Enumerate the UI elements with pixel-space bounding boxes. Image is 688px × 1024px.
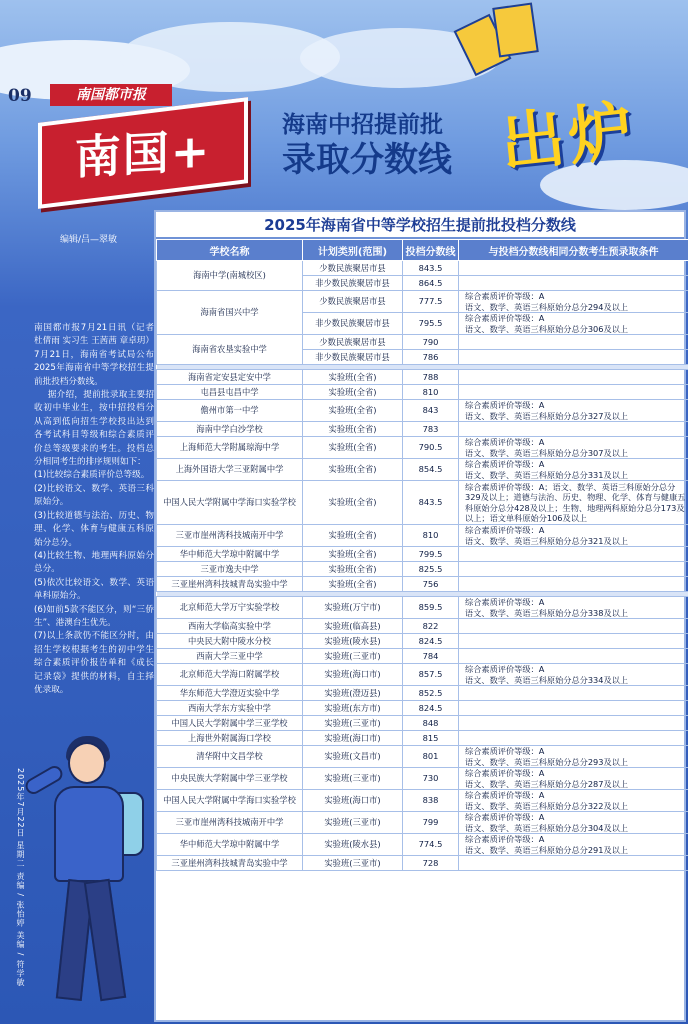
cell-condition: 综合素质评价等级：A 语文、数学、英语三科原始分总分331及以上 bbox=[459, 459, 688, 481]
table-row bbox=[157, 459, 688, 481]
cell-condition bbox=[459, 856, 688, 871]
cell-condition: 综合素质评价等级：A 语文、数学、英语三科原始分总分294及以上 bbox=[459, 291, 688, 313]
cell-school: 清华附中文昌学校 bbox=[157, 746, 303, 768]
cell-condition: 综合素质评价等级：A 语文、数学、英语三科原始分总分307及以上 bbox=[459, 437, 688, 459]
cell-school: 中国人民大学附属中学海口实验学校 bbox=[157, 790, 303, 812]
table-row bbox=[157, 400, 688, 422]
cell-condition bbox=[459, 701, 688, 716]
cell-condition: 综合素质评价等级：A 语文、数学、英语三科原始分总分287及以上 bbox=[459, 768, 688, 790]
cell-score: 843 bbox=[403, 400, 459, 422]
cell-school: 中央民大附中陵水分校 bbox=[157, 634, 303, 649]
editor-credit: 编辑/吕—翠敏 bbox=[60, 235, 118, 245]
cell-condition bbox=[459, 547, 688, 562]
cell-school: 华东师范大学澄迈实验中学 bbox=[157, 686, 303, 701]
cell-category: 实验班(三亚市) bbox=[303, 716, 403, 731]
cell-condition bbox=[459, 350, 688, 365]
table-row bbox=[157, 716, 688, 731]
article-paragraph: (6)如前5款不能区分，则“三侨生”、港澳台生优先。 bbox=[34, 604, 154, 628]
cell-category: 少数民族聚居市县 bbox=[303, 335, 403, 350]
cell-condition bbox=[459, 276, 688, 291]
table-row bbox=[157, 856, 688, 871]
cell-condition: 综合素质评价等级：A 语文、数学、英语三科原始分总分304及以上 bbox=[459, 812, 688, 834]
cell-condition bbox=[459, 619, 688, 634]
cell-category: 实验班(全省) bbox=[303, 459, 403, 481]
table-body bbox=[157, 261, 688, 871]
cell-category: 实验班(全省) bbox=[303, 562, 403, 577]
table-row bbox=[157, 664, 688, 686]
cell-condition: 综合素质评价等级：A 语文、数学、英语三科原始分总分321及以上 bbox=[459, 525, 688, 547]
cell-condition bbox=[459, 562, 688, 577]
header-condition: 与投档分数线相同分数考生预录取条件 bbox=[459, 240, 688, 261]
cell-condition bbox=[459, 261, 688, 276]
table-row bbox=[157, 547, 688, 562]
cell-category: 少数民族聚居市县 bbox=[303, 261, 403, 276]
cell-category: 实验班(全省) bbox=[303, 547, 403, 562]
cell-school: 上海外国语大学三亚附属中学 bbox=[157, 459, 303, 481]
header-school: 学校名称 bbox=[157, 240, 303, 261]
cell-score: 859.5 bbox=[403, 597, 459, 619]
cell-category: 实验班(全省) bbox=[303, 525, 403, 547]
cell-category: 实验班(全省) bbox=[303, 437, 403, 459]
cell-school: 西南大学三亚中学 bbox=[157, 649, 303, 664]
cell-condition: 综合素质评价等级：A 语文、数学、英语三科原始分总分291及以上 bbox=[459, 834, 688, 856]
table-row bbox=[157, 422, 688, 437]
table-row bbox=[157, 577, 688, 592]
cell-category: 实验班(澄迈县) bbox=[303, 686, 403, 701]
cell-score: 810 bbox=[403, 385, 459, 400]
table-row bbox=[157, 834, 688, 856]
cell-school: 海南省定安县定安中学 bbox=[157, 370, 303, 385]
cell-condition: 综合素质评价等级：A 语文、数学、英语三科原始分总分293及以上 bbox=[459, 746, 688, 768]
cell-score: 795.5 bbox=[403, 313, 459, 335]
cell-school: 海南省农垦实验中学 bbox=[157, 335, 303, 365]
cell-category: 实验班(三亚市) bbox=[303, 768, 403, 790]
cell-score: 801 bbox=[403, 746, 459, 768]
table-row bbox=[157, 619, 688, 634]
cell-school: 三亚市逸夫中学 bbox=[157, 562, 303, 577]
cell-score: 843.5 bbox=[403, 261, 459, 276]
cell-category: 少数民族聚居市县 bbox=[303, 291, 403, 313]
cell-category: 非少数民族聚居市县 bbox=[303, 313, 403, 335]
table-row bbox=[157, 385, 688, 400]
table-row bbox=[157, 686, 688, 701]
article-paragraph: 据介绍，提前批录取主要招收初中毕业生，按中招投档分从高到低向招生学校投出达到各考试科目等级和综合素质评价总等级要求的考生。投档总分相同考生的排序规则如下： bbox=[34, 390, 154, 468]
cell-score: 848 bbox=[403, 716, 459, 731]
cell-condition bbox=[459, 634, 688, 649]
cell-condition: 综合素质评价等级：A 语文、数学、英语三科原始分总分338及以上 bbox=[459, 597, 688, 619]
cell-score: 815 bbox=[403, 731, 459, 746]
cell-score: 728 bbox=[403, 856, 459, 871]
cell-score: 810 bbox=[403, 525, 459, 547]
cell-category: 实验班(全省) bbox=[303, 400, 403, 422]
cell-condition bbox=[459, 686, 688, 701]
table-row bbox=[157, 731, 688, 746]
cell-school: 上海世外附属海口学校 bbox=[157, 731, 303, 746]
cell-score: 786 bbox=[403, 350, 459, 365]
cell-school: 三亚市崖州湾科技城南开中学 bbox=[157, 525, 303, 547]
cell-category: 实验班(全省) bbox=[303, 481, 403, 525]
cell-school: 北京师范大学海口附属学校 bbox=[157, 664, 303, 686]
cell-category: 实验班(文昌市) bbox=[303, 746, 403, 768]
cell-school: 华中师范大学琼中附属中学 bbox=[157, 834, 303, 856]
cell-category: 实验班(三亚市) bbox=[303, 856, 403, 871]
cell-score: 854.5 bbox=[403, 459, 459, 481]
cell-category: 实验班(东方市) bbox=[303, 701, 403, 716]
cell-category: 实验班(陵水县) bbox=[303, 634, 403, 649]
cell-score: 788 bbox=[403, 370, 459, 385]
cell-category: 实验班(全省) bbox=[303, 370, 403, 385]
cell-school: 西南大学东方实验中学 bbox=[157, 701, 303, 716]
table-row bbox=[157, 812, 688, 834]
cell-score: 822 bbox=[403, 619, 459, 634]
table-row bbox=[157, 437, 688, 459]
article-text bbox=[34, 322, 154, 697]
cell-school: 三亚市崖州湾科技城南开中学 bbox=[157, 812, 303, 834]
cell-score: 784 bbox=[403, 649, 459, 664]
cell-score: 790 bbox=[403, 335, 459, 350]
article-paragraph: (1)比较综合素质评价总等级。 bbox=[34, 470, 150, 481]
cell-category: 实验班(临高县) bbox=[303, 619, 403, 634]
cell-condition bbox=[459, 370, 688, 385]
cell-score: 824.5 bbox=[403, 701, 459, 716]
cell-score: 864.5 bbox=[403, 276, 459, 291]
cell-condition: 综合素质评价等级：A 语文、数学、英语三科原始分总分327及以上 bbox=[459, 400, 688, 422]
cell-school: 屯昌县屯昌中学 bbox=[157, 385, 303, 400]
table-row bbox=[157, 562, 688, 577]
cell-score: 824.5 bbox=[403, 634, 459, 649]
cell-category: 实验班(全省) bbox=[303, 422, 403, 437]
cell-category: 非少数民族聚居市县 bbox=[303, 276, 403, 291]
cell-school: 北京师范大学万宁实验学校 bbox=[157, 597, 303, 619]
cell-condition: 综合素质评价等级：A 语文、数学、英语三科原始分总分322及以上 bbox=[459, 790, 688, 812]
cell-school: 西南大学临高实验中学 bbox=[157, 619, 303, 634]
table-row bbox=[157, 701, 688, 716]
cell-category: 实验班(陵水县) bbox=[303, 834, 403, 856]
cell-score: 790.5 bbox=[403, 437, 459, 459]
cell-category: 实验班(三亚市) bbox=[303, 649, 403, 664]
cell-condition bbox=[459, 649, 688, 664]
table-row bbox=[157, 291, 688, 313]
article-paragraph: (2)比较语文、数学、英语三科原始分。 bbox=[34, 483, 154, 508]
cell-score: 777.5 bbox=[403, 291, 459, 313]
side-note: 2025年7月22日 星期二 责编 / 张怡婷 美编 / 符学敏 bbox=[16, 768, 25, 987]
cell-school: 海南中学(南城校区) bbox=[157, 261, 303, 291]
headline-line1: 海南中招提前批 bbox=[282, 112, 443, 138]
table-row bbox=[157, 525, 688, 547]
cell-score: 852.5 bbox=[403, 686, 459, 701]
cell-category: 实验班(三亚市) bbox=[303, 812, 403, 834]
cell-school: 海南省国兴中学 bbox=[157, 291, 303, 335]
cell-school: 三亚崖州湾科技城青岛实验中学 bbox=[157, 856, 303, 871]
score-table-panel bbox=[154, 210, 686, 1022]
table-row bbox=[157, 335, 688, 350]
cell-condition bbox=[459, 577, 688, 592]
cell-school: 儋州市第一中学 bbox=[157, 400, 303, 422]
cell-score: 799 bbox=[403, 812, 459, 834]
cell-school: 海南中学白沙学校 bbox=[157, 422, 303, 437]
cell-score: 730 bbox=[403, 768, 459, 790]
cell-score: 799.5 bbox=[403, 547, 459, 562]
cell-category: 实验班(全省) bbox=[303, 577, 403, 592]
article-paragraph: (7)以上条款仍不能区分时，由招生学校根据考生的初中学生综合素质评价报告单和《成长记录袋》提供的材料，自主择优录取。 bbox=[34, 631, 154, 695]
cell-condition: 综合素质评价等级：A；语文、数学、英语三科原始分总分329及以上；道德与法治、历史、物理、化学、体育与健康五科原始分总分428及以上；生物、地理两科原始分总分173及以上；语文单科原始分106及以上 bbox=[459, 481, 688, 525]
page-number: 09 bbox=[8, 86, 32, 106]
cell-score: 783 bbox=[403, 422, 459, 437]
newspaper-masthead: 南国都市报 bbox=[50, 84, 172, 106]
article-paragraph: 南国都市报7月21日讯（记者 杜倩雨 实习生 王茜茜 章卓玥）7月21日，海南省考试局公布2025年海南省中等学校招生提前批投档分数线。 bbox=[34, 323, 154, 387]
cell-school: 中国人民大学附属中学海口实验学校 bbox=[157, 481, 303, 525]
cell-school: 上海师范大学附属琼海中学 bbox=[157, 437, 303, 459]
headline-emphasis: 出炉 bbox=[497, 94, 641, 182]
table-row bbox=[157, 768, 688, 790]
table-row bbox=[157, 261, 688, 276]
cell-condition bbox=[459, 335, 688, 350]
table-row bbox=[157, 746, 688, 768]
cell-score: 825.5 bbox=[403, 562, 459, 577]
cell-school: 中国人民大学附属中学三亚学校 bbox=[157, 716, 303, 731]
cell-score: 838 bbox=[403, 790, 459, 812]
cell-category: 实验班(海口市) bbox=[303, 731, 403, 746]
article-paragraph: (5)依次比较语文、数学、英语单科原始分。 bbox=[34, 577, 154, 602]
table-row bbox=[157, 370, 688, 385]
cell-score: 774.5 bbox=[403, 834, 459, 856]
cell-category: 实验班(全省) bbox=[303, 385, 403, 400]
header-score: 投档分数线 bbox=[403, 240, 459, 261]
table-header-row bbox=[157, 240, 688, 261]
cell-school: 华中师范大学琼中附属中学 bbox=[157, 547, 303, 562]
section-title: 南国+ bbox=[74, 123, 212, 185]
table-title: 2025年海南省中等学校招生提前批投档分数线 bbox=[156, 212, 684, 239]
table-row bbox=[157, 481, 688, 525]
cell-category: 实验班(海口市) bbox=[303, 790, 403, 812]
cell-score: 843.5 bbox=[403, 481, 459, 525]
cell-category: 实验班(万宁市) bbox=[303, 597, 403, 619]
cell-condition bbox=[459, 422, 688, 437]
score-table bbox=[156, 239, 688, 871]
table-row bbox=[157, 649, 688, 664]
headline-line2: 录取分数线 bbox=[282, 140, 452, 180]
article-paragraph: (3)比较道德与法治、历史、物理、化学、体育与健康五科原始分总分。 bbox=[34, 510, 154, 548]
cell-school: 中央民族大学附属中学三亚学校 bbox=[157, 768, 303, 790]
cell-school: 三亚崖州湾科技城青岛实验中学 bbox=[157, 577, 303, 592]
table-row bbox=[157, 634, 688, 649]
cell-category: 实验班(海口市) bbox=[303, 664, 403, 686]
cell-condition: 综合素质评价等级：A 语文、数学、英语三科原始分总分334及以上 bbox=[459, 664, 688, 686]
cell-condition bbox=[459, 385, 688, 400]
article-paragraph: (4)比较生物、地理两科原始分总分。 bbox=[34, 550, 154, 575]
student-illustration bbox=[18, 732, 168, 1022]
cell-condition bbox=[459, 716, 688, 731]
table-row bbox=[157, 790, 688, 812]
header-category: 计划类别(范围) bbox=[303, 240, 403, 261]
cell-category: 非少数民族聚居市县 bbox=[303, 350, 403, 365]
cell-condition bbox=[459, 731, 688, 746]
cell-condition: 综合素质评价等级：A 语文、数学、英语三科原始分总分306及以上 bbox=[459, 313, 688, 335]
cell-score: 857.5 bbox=[403, 664, 459, 686]
cell-score: 756 bbox=[403, 577, 459, 592]
table-row bbox=[157, 597, 688, 619]
